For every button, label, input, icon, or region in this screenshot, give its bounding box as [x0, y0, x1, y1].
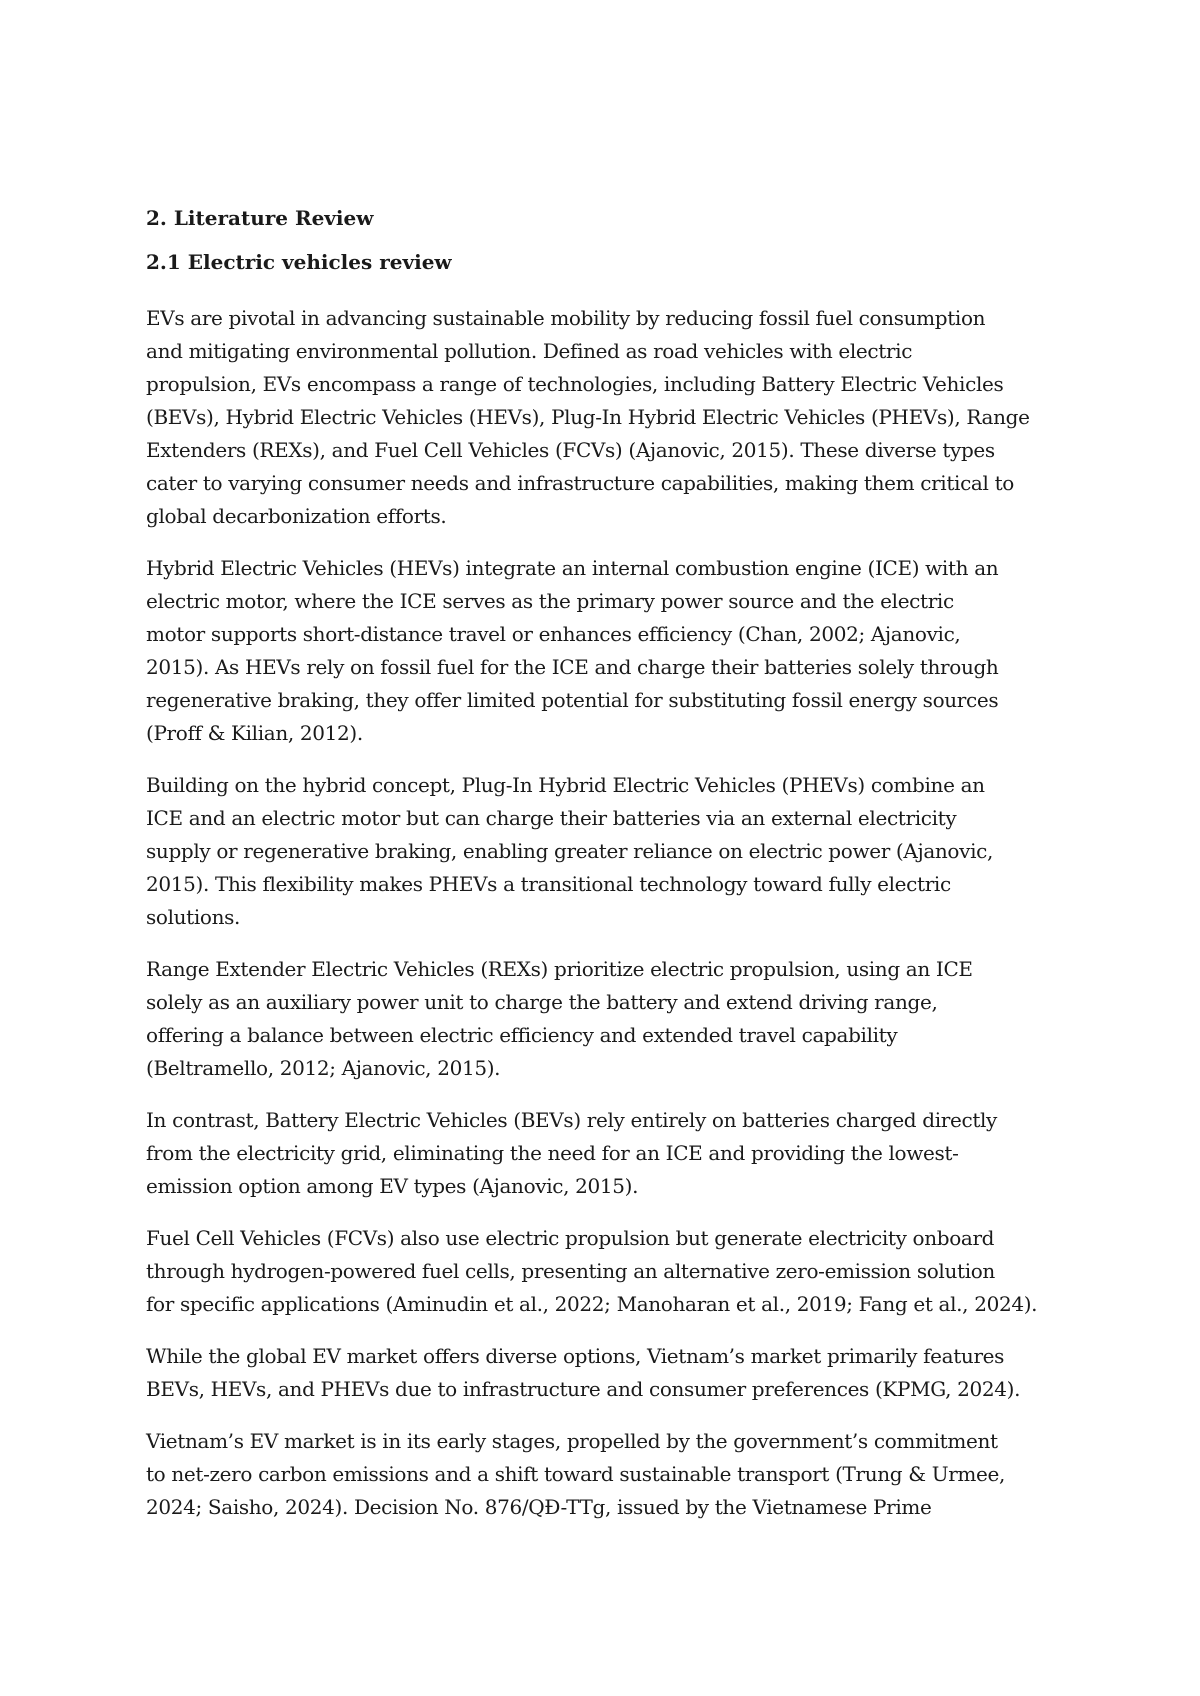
- text-line: ICE and an electric motor but can charge their batteries via an external electricity: [146, 806, 957, 830]
- text-line: While the global EV market offers diverse options, Vietnam’s market primarily features: [146, 1344, 1005, 1368]
- text-line: supply or regenerative braking, enabling greater reliance on electric power (Ajanovic,: [146, 839, 993, 863]
- text-line: motor supports short-distance travel or enhances efficiency (Chan, 2002; Ajanovic,: [146, 622, 961, 646]
- paragraph-vietnam-market-stage: [146, 1425, 1066, 1524]
- text-line: Hybrid Electric Vehicles (HEVs) integrate an internal combustion engine (ICE) with an: [146, 556, 999, 580]
- text-line: Vietnam’s EV market is in its early stages, propelled by the government’s commitment: [146, 1429, 998, 1453]
- text-line: offering a balance between electric efficiency and extended travel capability: [146, 1023, 898, 1047]
- text-line: 2015). As HEVs rely on fossil fuel for the ICE and charge their batteries solely through: [146, 655, 999, 679]
- text-line: for specific applications (Aminudin et al., 2022; Manoharan et al., 2019; Fang et al., 2024).: [146, 1292, 1038, 1316]
- text-line: In contrast, Battery Electric Vehicles (BEVs) rely entirely on batteries charged directly: [146, 1108, 997, 1132]
- text-line: global decarbonization efforts.: [146, 504, 447, 528]
- text-line: and mitigating environmental pollution. Defined as road vehicles with electric: [146, 339, 913, 363]
- text-line: 2015). This flexibility makes PHEVs a transitional technology toward fully electric: [146, 872, 951, 896]
- paragraph-hev: [146, 552, 1066, 750]
- text-line: solutions.: [146, 905, 241, 929]
- text-line: emission option among EV types (Ajanovic, 2015).: [146, 1174, 639, 1198]
- text-line: (BEVs), Hybrid Electric Vehicles (HEVs), Plug-In Hybrid Electric Vehicles (PHEVs), Range: [146, 405, 1030, 429]
- paragraph-vietnam-market-types: [146, 1340, 1066, 1406]
- text-line: cater to varying consumer needs and infrastructure capabilities, making them critical to: [146, 471, 1014, 495]
- text-line: (Proff & Kilian, 2012).: [146, 721, 363, 745]
- section-heading: 2. Literature Review: [146, 206, 374, 230]
- paragraph-bev: [146, 1104, 1066, 1203]
- text-line: solely as an auxiliary power unit to charge the battery and extend driving range,: [146, 990, 938, 1014]
- text-line: Range Extender Electric Vehicles (REXs) prioritize electric propulsion, using an ICE: [146, 957, 973, 981]
- text-line: through hydrogen-powered fuel cells, presenting an alternative zero-emission solution: [146, 1259, 995, 1283]
- paragraph-phev: [146, 769, 1066, 934]
- text-line: BEVs, HEVs, and PHEVs due to infrastructure and consumer preferences (KPMG, 2024).: [146, 1377, 1021, 1401]
- text-line: Building on the hybrid concept, Plug-In Hybrid Electric Vehicles (PHEVs) combine an: [146, 773, 985, 797]
- paragraph-ev-overview: [146, 302, 1066, 533]
- text-line: EVs are pivotal in advancing sustainable mobility by reducing fossil fuel consumption: [146, 306, 986, 330]
- text-line: Fuel Cell Vehicles (FCVs) also use electric propulsion but generate electricity onboard: [146, 1226, 995, 1250]
- text-line: propulsion, EVs encompass a range of technologies, including Battery Electric Vehicles: [146, 372, 1004, 396]
- text-line: (Beltramello, 2012; Ajanovic, 2015).: [146, 1056, 501, 1080]
- text-line: electric motor, where the ICE serves as the primary power source and the electric: [146, 589, 954, 613]
- text-line: Extenders (REXs), and Fuel Cell Vehicles (FCVs) (Ajanovic, 2015). These diverse types: [146, 438, 995, 462]
- text-line: regenerative braking, they offer limited potential for substituting fossil energy sources: [146, 688, 999, 712]
- text-line: from the electricity grid, eliminating the need for an ICE and providing the lowest-: [146, 1141, 959, 1165]
- text-line: to net-zero carbon emissions and a shift toward sustainable transport (Trung & Urmee,: [146, 1462, 1006, 1486]
- text-line: 2024; Saisho, 2024). Decision No. 876/QĐ-TTg, issued by the Vietnamese Prime: [146, 1495, 932, 1519]
- document-content: [146, 203, 1066, 1543]
- paragraph-rex: [146, 953, 1066, 1085]
- subsection-heading: 2.1 Electric vehicles review: [146, 250, 452, 274]
- paragraph-fcv: [146, 1222, 1066, 1321]
